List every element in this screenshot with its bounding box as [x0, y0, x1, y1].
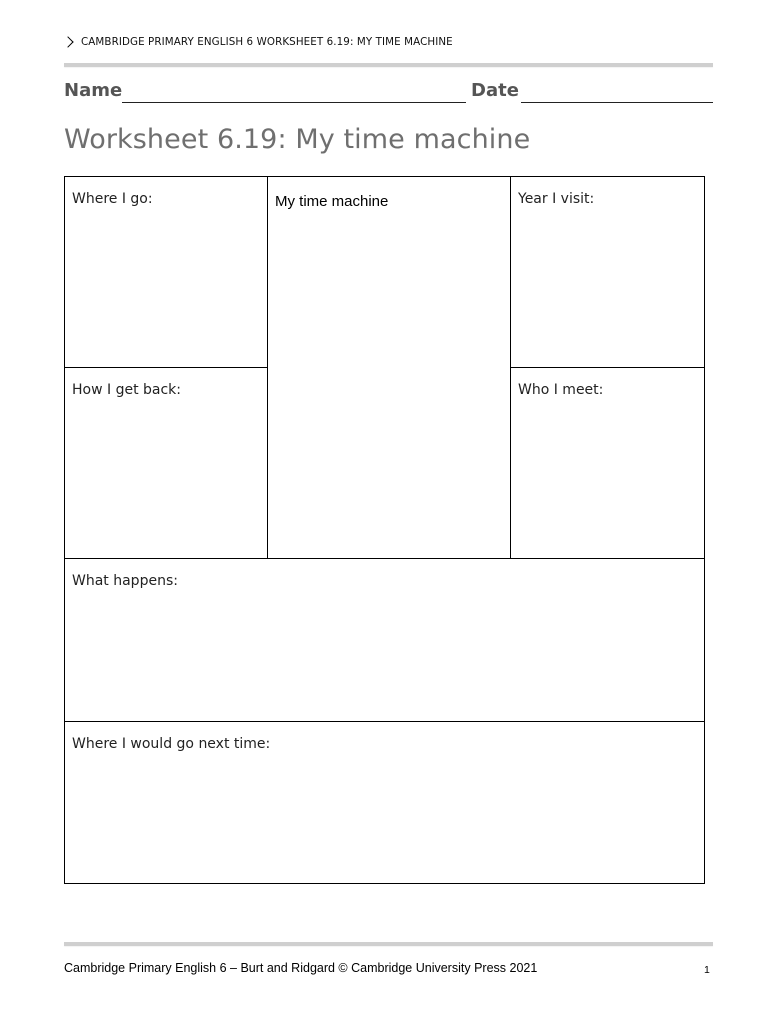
footer-credit: Cambridge Primary English 6 – Burt and Ridgard © Cambridge University Press 2021: [64, 961, 538, 975]
page-title: Worksheet 6.19: My time machine: [64, 124, 531, 155]
how-i-get-back-label: How I get back:: [72, 382, 181, 398]
year-i-visit-box[interactable]: [510, 176, 705, 368]
where-next-time-box[interactable]: [64, 721, 705, 884]
where-next-time-label: Where I would go next time:: [72, 736, 271, 752]
date-field[interactable]: [521, 102, 713, 103]
page-number: 1: [704, 964, 710, 976]
date-label: Date: [471, 80, 519, 101]
how-i-get-back-box[interactable]: [64, 367, 268, 559]
student-info-row: [64, 80, 713, 106]
running-header: [64, 34, 453, 50]
name-field[interactable]: [122, 102, 466, 103]
where-i-go-box[interactable]: [64, 176, 268, 368]
chevron-right-icon: [62, 36, 73, 47]
who-i-meet-label: Who I meet:: [518, 382, 604, 398]
header-divider: [64, 63, 713, 67]
who-i-meet-box[interactable]: [510, 367, 705, 559]
header-breadcrumb: CAMBRIDGE PRIMARY ENGLISH 6 WORKSHEET 6.19: MY TIME MACHINE: [81, 36, 453, 48]
what-happens-box[interactable]: [64, 558, 705, 722]
year-i-visit-label: Year I visit:: [518, 191, 595, 207]
my-time-machine-label: My time machine: [275, 193, 389, 210]
my-time-machine-box[interactable]: [267, 176, 511, 559]
footer-divider: [64, 942, 713, 946]
where-i-go-label: Where I go:: [72, 191, 153, 207]
name-label: Name: [64, 80, 123, 101]
what-happens-label: What happens:: [72, 573, 178, 589]
